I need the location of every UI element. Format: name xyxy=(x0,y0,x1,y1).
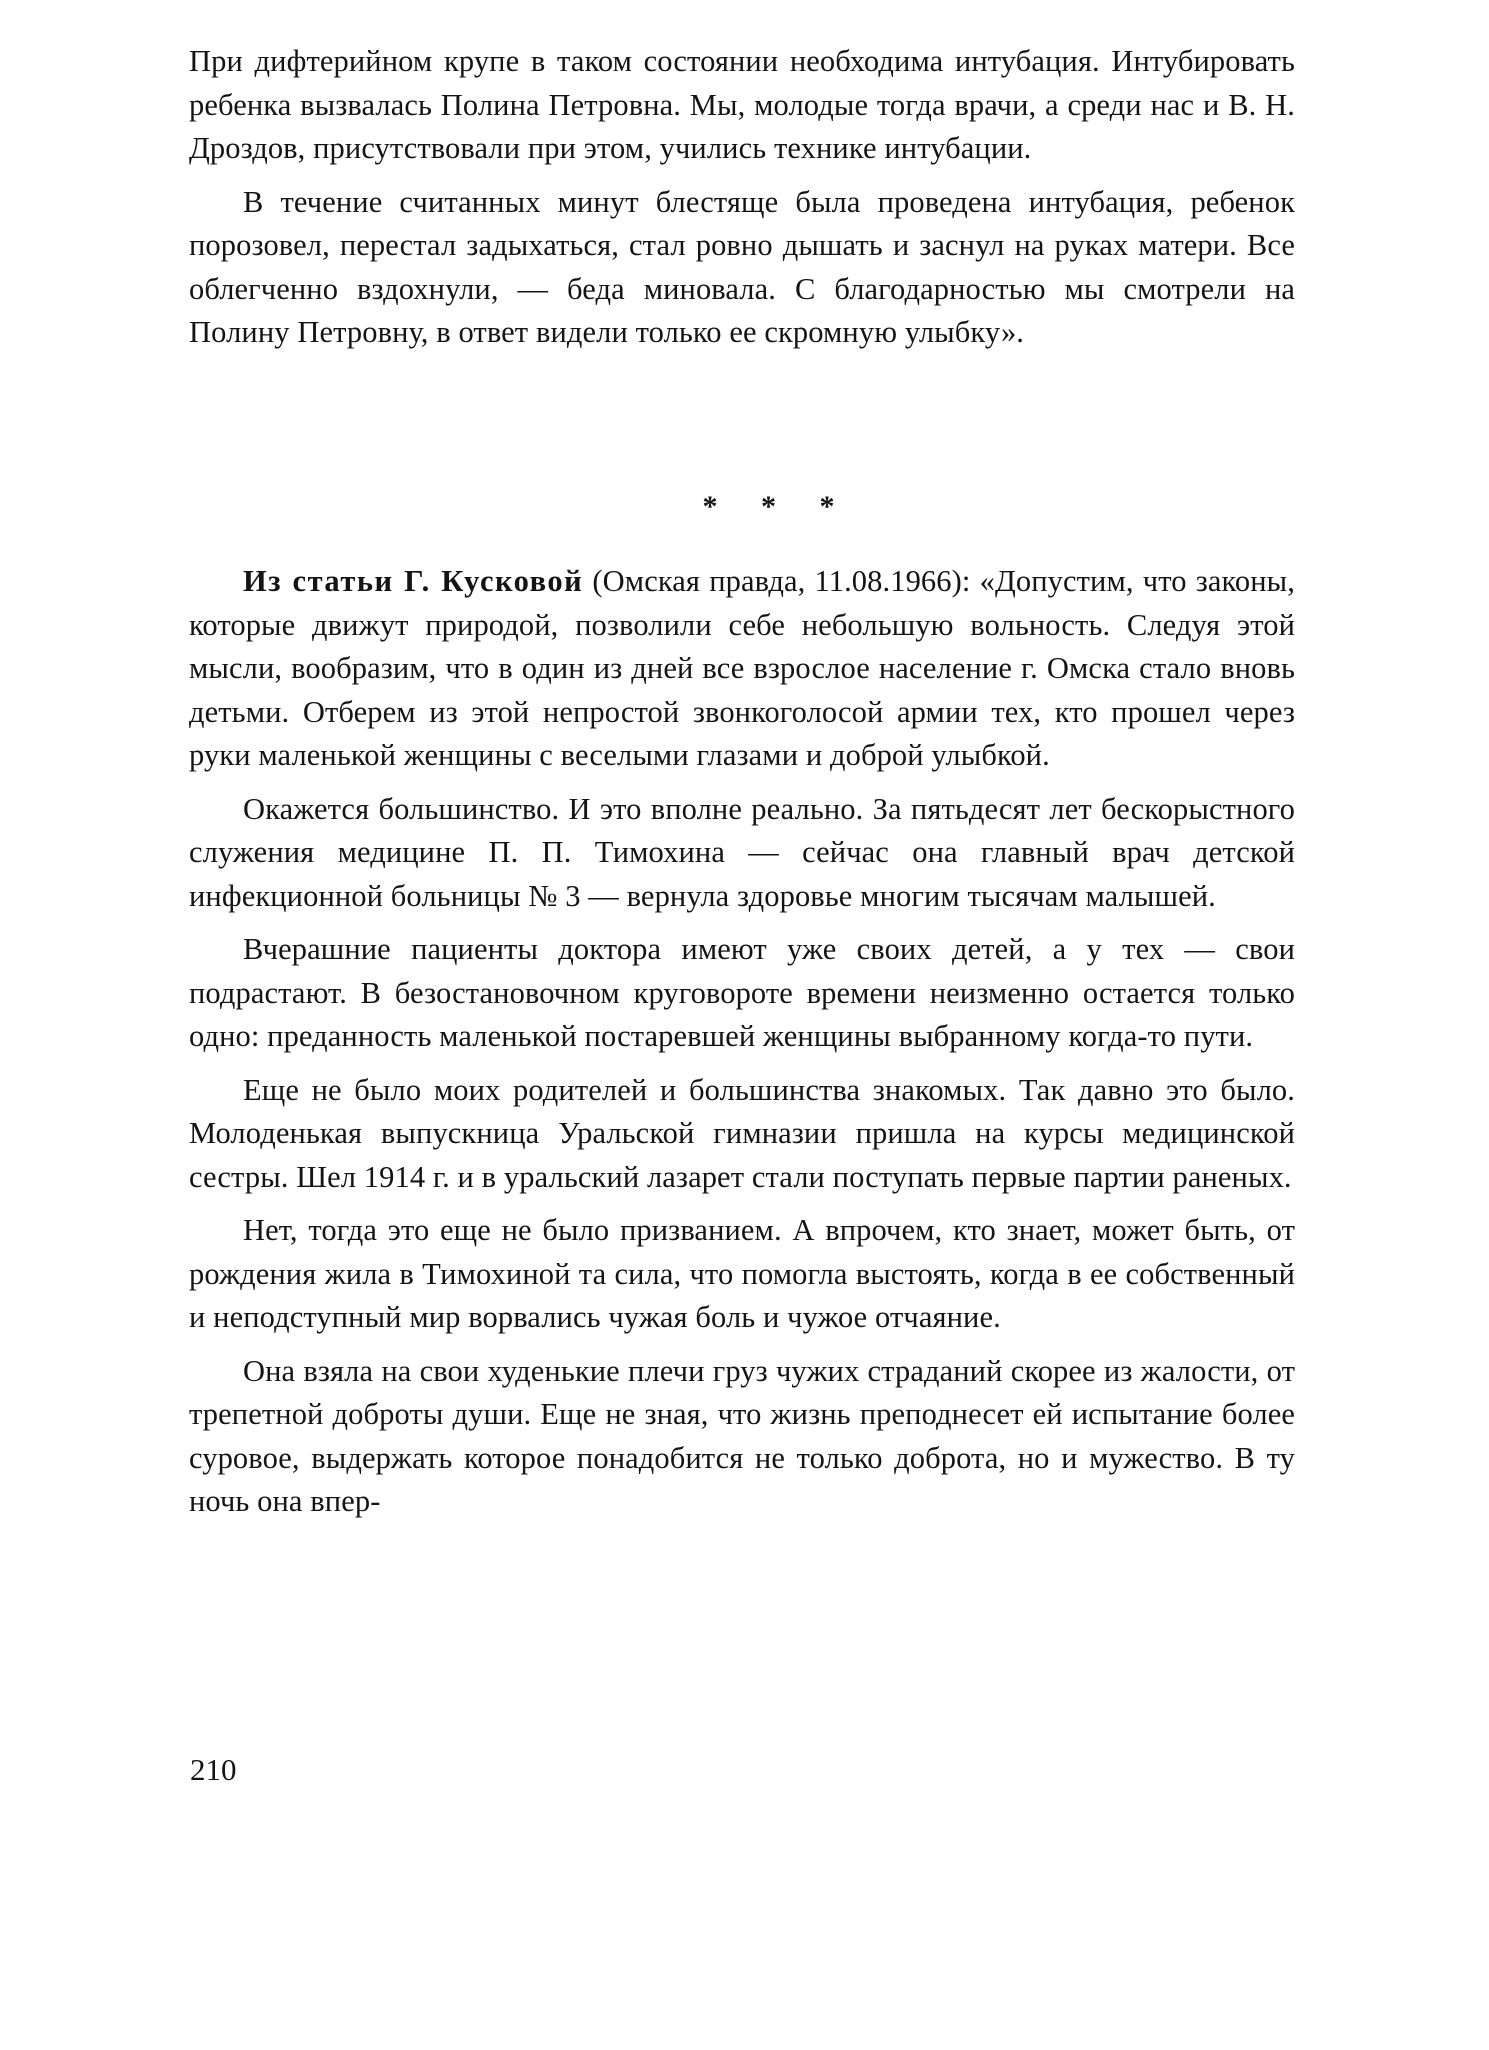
top-text-block xyxy=(189,40,1295,365)
article-source-bold: Из статьи Г. Кусковой xyxy=(243,564,584,598)
page-number: 210 xyxy=(190,1752,237,1787)
paragraph: В течение считанных минут блестяще была проведена интубация, ребенок порозовел, перестал задыхаться, стал ровно дышать и заснул на руках матери. Все облегченно вздохнули, — беда миновала. С благодарностью мы смотрели на Полину Петровну, в ответ видели только ее скромную улыбку». xyxy=(189,184,1295,349)
paragraph: Еще не было моих родителей и большинства знакомых. Так давно это было. Молоденькая выпускница Уральской гимназии пришла на курсы медицинской сестры. Шел 1914 г. и в уральский лазарет стали поступать первые партии раненых. xyxy=(189,1072,1295,1194)
paragraph: Вчерашние пациенты доктора имеют уже своих детей, а у тех — свои подрастают. В безостановочном круговороте времени неизменно остается только одно: преданность маленькой постаревшей женщины выбранному когда-то пути. xyxy=(189,932,1295,1053)
article-text-block xyxy=(189,560,1295,1534)
section-separator: * * * xyxy=(702,490,853,523)
article-lead-paragraph xyxy=(189,560,1295,778)
paragraph: Нет, тогда это еще не было призванием. А впрочем, кто знает, может быть, от рождения жила в Тимохиной та сила, что помогла выстоять, когда в ее собственный и неподступный мир ворвались чужая боль и чужое отчаяние. xyxy=(189,1213,1295,1334)
article-lead-text: (Омская правда, 11.08.1966): «Допустим, что законы, которые движут природой, позволили себе небольшую вольность. Следуя этой мысли, вообразим, что в один из дней все взрослое население г. Омска стало вновь детьми. Отберем из этой непростой звонкоголосой армии тех, кто прошел через руки маленькой женщины с веселыми глазами и доброй улыбкой. xyxy=(189,564,1295,772)
paragraph: Окажется большинство. И это вполне реально. За пятьдесят лет бескорыстного служения медицине П. П. Тимохина — сейчас она главный врач детской инфекционной больницы № 3 — вернула здоровье многим тысячам малышей. xyxy=(189,791,1295,913)
paragraph: Она взяла на свои худенькие плечи груз чужих страданий скорее из жалости, от трепетной доброты души. Еще не зная, что жизнь преподнесет ей испытание более суровое, выдержать которое понадобится не только доброта, но и мужество. В ту ночь она впер- xyxy=(189,1353,1295,1518)
paragraph: При дифтерийном крупе в таком состоянии необходима интубация. Интубировать ребенка вызвалась Полина Петровна. Мы, молодые тогда врачи, а среди нас и В. Н. Дроздов, присутствовали при этом, учились технике интубации. xyxy=(189,44,1295,165)
